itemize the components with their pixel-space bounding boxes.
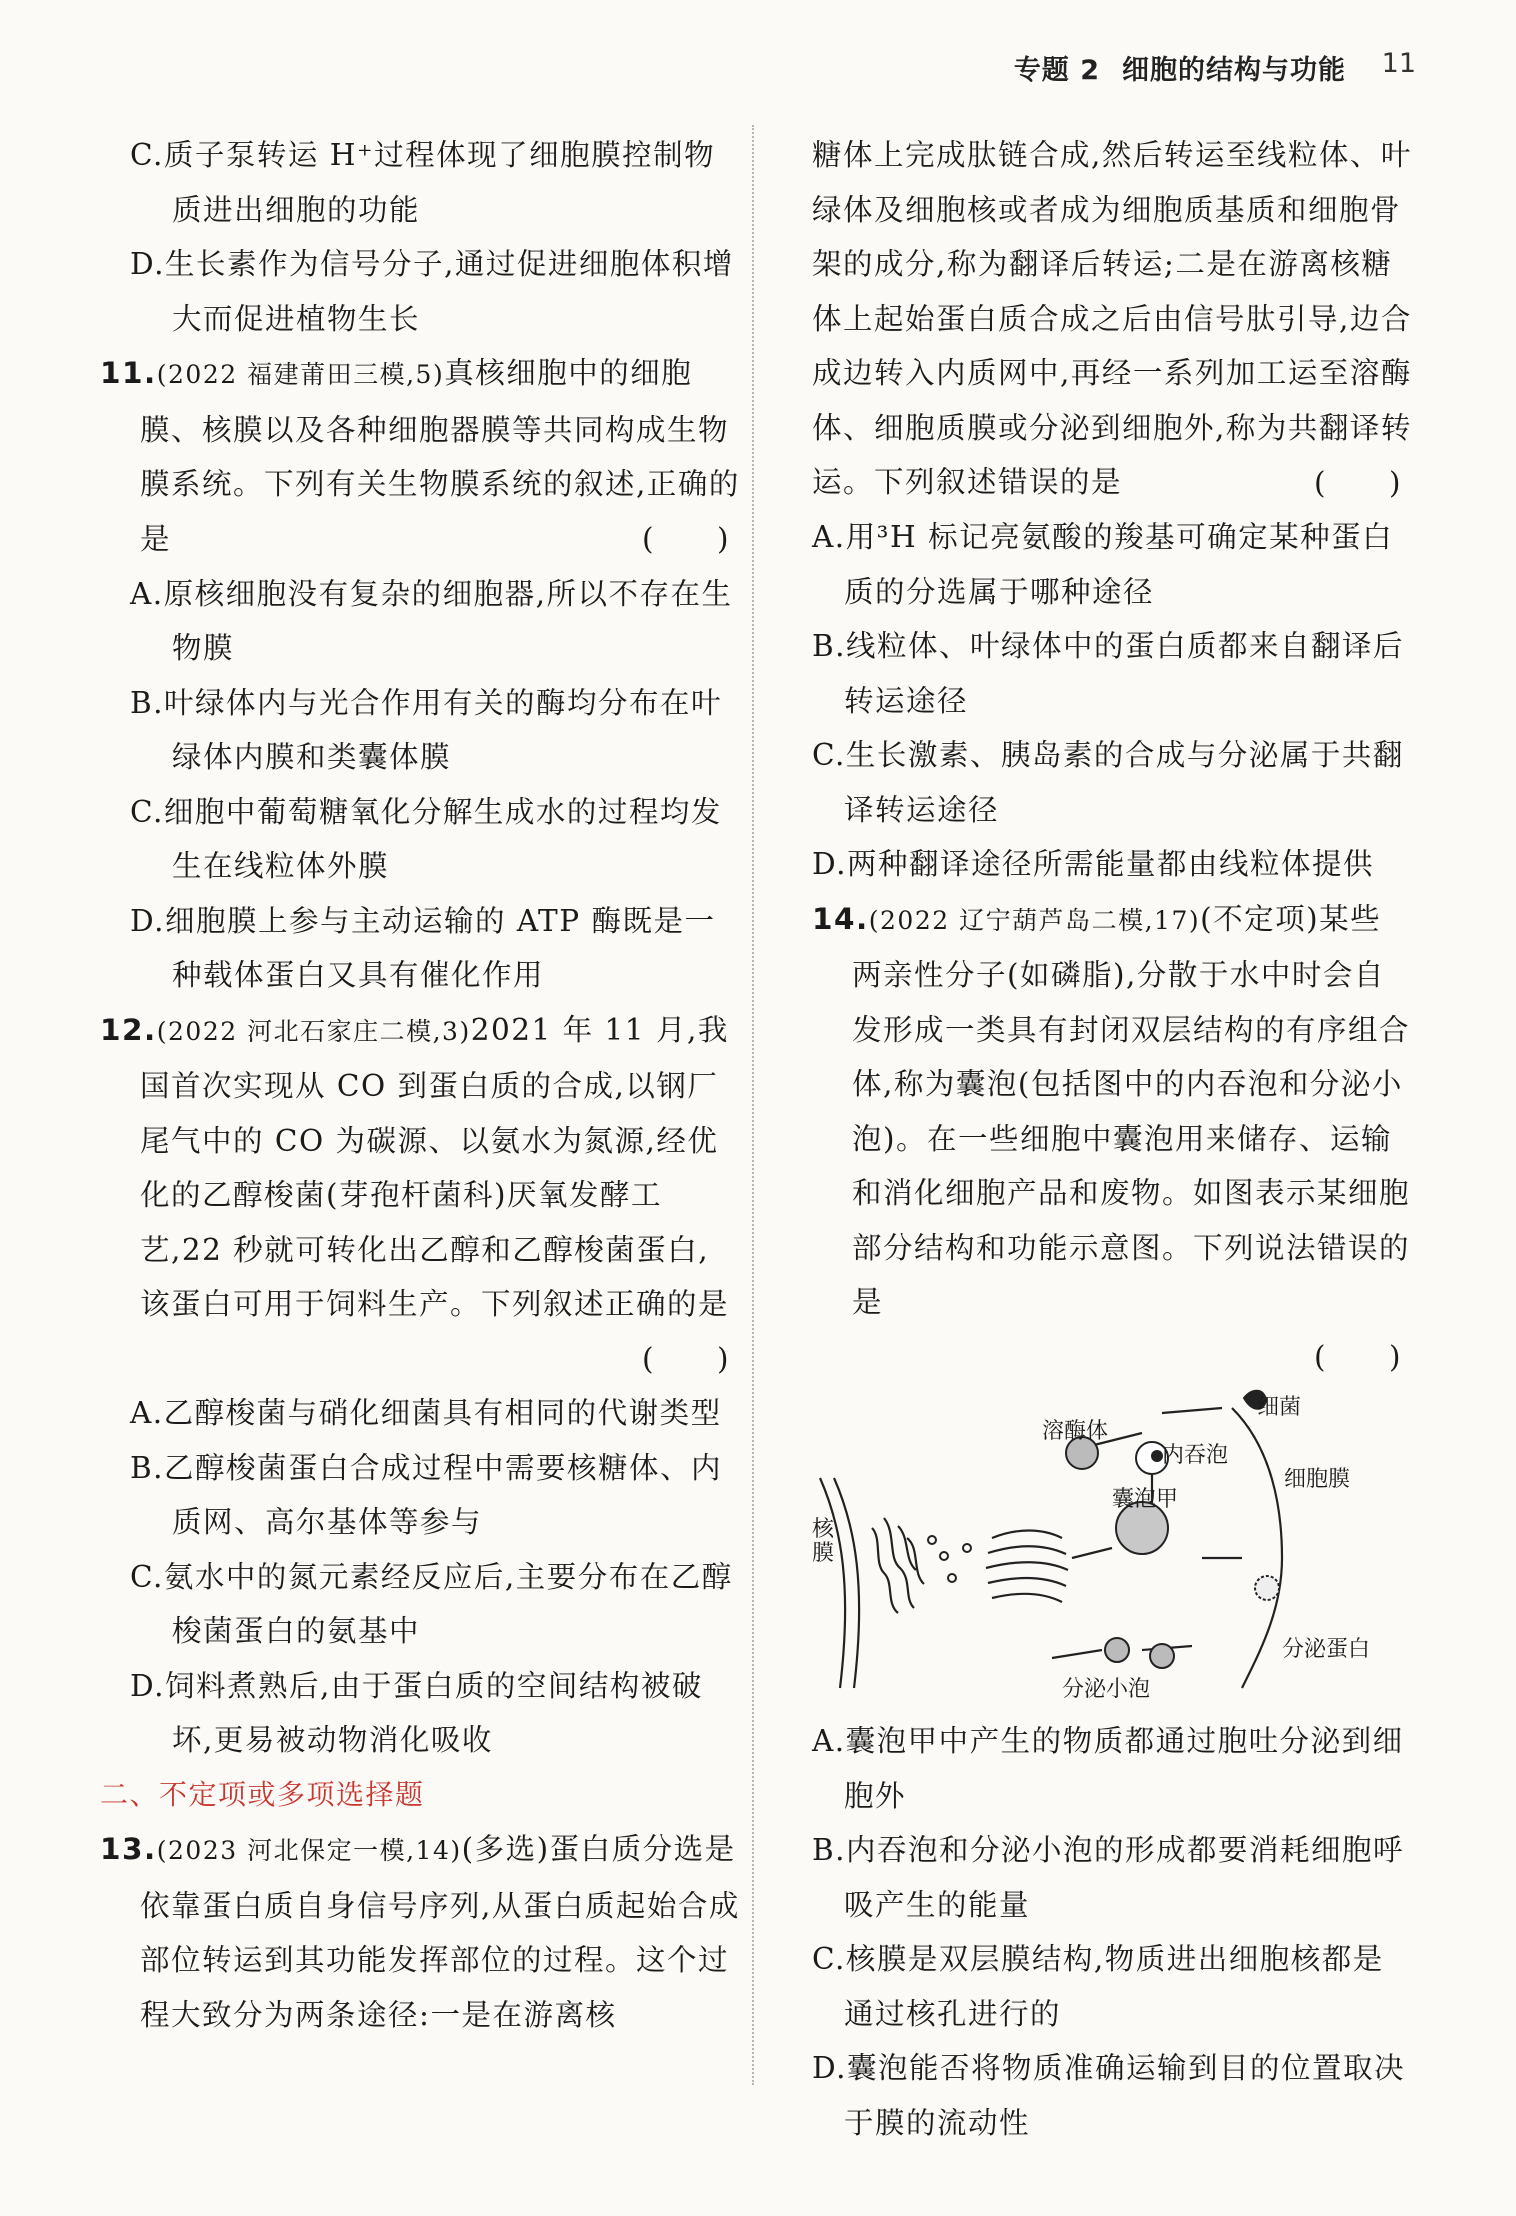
golgi-cisterna-4 [988,1578,1066,1586]
q11-text: 真核细胞中的细胞膜、核膜以及各种细胞器膜等共同构成生物膜系统。下列有关生物膜系统的叙述,正确的是 [140,356,740,556]
cell-structure-figure [812,1388,1412,1708]
label-nucleus [812,1518,834,1566]
er-fold-1 [872,1528,898,1613]
label-cell-membrane: 细胞膜 [1284,1467,1351,1492]
golgi-cisterna-3 [986,1562,1068,1570]
arrow-golgi-secretory [1052,1650,1102,1658]
cell-membrane [1232,1408,1282,1688]
transport-vesicle-icon [928,1536,936,1544]
arrow-bacteria-endocytic [1162,1408,1222,1413]
q13-option-d: D.两种翻译途径所需能量都由线粒体提供 [812,847,1374,881]
q12-source: (2022 河北石家庄二模,3) [156,1016,471,1046]
q13-continuation: 糖体上完成肽链合成,然后转运至线粒体、叶绿体及细胞核或者成为细胞质基质和细胞骨架的成分,称为翻译后转运;二是在游离核糖体上起始蛋白质合成之后由信号肽引导,边合成边转入内质网中,再经一系列加工运至溶酶体、细胞质膜或分泌到细胞外,称为共翻译转运。下列叙述错误的是 [812,138,1412,499]
label-nucleus-2: 膜 [812,1541,835,1566]
q14-option-d: D.囊泡能否将物质准确运输到目的位置取决于膜的流动性 [812,2051,1405,2140]
q12-text: 2021 年 11 月,我国首次实现从 CO 到蛋白质的合成,以钢厂尾气中的 CO 为碳源、以氨水为氮源,经优化的乙醇梭菌(芽孢杆菌科)厌氧发酵工艺,22 秒就可转化出乙醇和乙醇梭菌蛋白,该蛋白可用于饲料生产。下列叙述正确的是 [140,1012,730,1321]
q14-option-a: A.囊泡甲中产生的物质都通过胞吐分泌到细胞外 [812,1724,1404,1813]
header-topic: 专题 2 [1013,55,1100,86]
q10-option-c: C.质子泵转运 H⁺过程体现了细胞膜控制物质进出细胞的功能 [130,138,716,227]
q13-number: 13. [100,1832,157,1866]
q14-option-c: C.核膜是双层膜结构,物质进出细胞核都是通过核孔进行的 [812,1942,1384,2031]
q14-source: (2022 辽宁葫芦岛二模,17) [868,905,1201,935]
golgi-cisterna-1 [992,1531,1062,1539]
q14-option-b: B.内吞泡和分泌小泡的形成都要消耗细胞呼吸产生的能量 [812,1833,1405,1922]
q11-option-b: B.叶绿体内与光合作用有关的酶均分布在叶绿体内膜和类囊体膜 [130,685,723,774]
q12-option-d: D.饲料煮熟后,由于蛋白质的空间结构被破坏,更易被动物消化吸收 [130,1668,703,1757]
q12-option-b: B.乙醇梭菌蛋白合成过程中需要核糖体、内质网、高尔基体等参与 [130,1450,723,1539]
nuclear-membrane-inner [834,1478,859,1688]
q11-option-a: A.原核细胞没有复杂的细胞器,所以不存在生物膜 [130,576,733,665]
endocytosed-bacteria-icon [1152,1451,1162,1461]
q14-number: 14. [812,901,869,936]
left-column [100,128,740,2042]
right-column [812,128,1412,2150]
q13-option-c: C.生长激素、胰岛素的合成与分泌属于共翻译转运途径 [812,738,1404,827]
q11-option-d: D.细胞膜上参与主动运输的 ATP 酶既是一种载体蛋白又具有催化作用 [130,903,716,992]
q12-answer-paren: ( ) [641,1341,730,1376]
header-title: 细胞的结构与功能 [1122,55,1346,86]
exocytosis-vesicle-icon [1255,1576,1279,1600]
er-fold-2 [884,1518,914,1608]
q12-stem [100,1003,740,1332]
section-title: 二、不定项或多项选择题 [100,1777,425,1811]
nuclear-membrane-outer [820,1478,845,1688]
q11-source: (2022 福建莆田三模,5) [156,360,445,389]
q11-answer-paren: ( ) [641,522,730,556]
golgi-cisterna-5 [992,1594,1062,1602]
page-header [1014,48,1346,87]
label-endocytic-vesicle: 内吞泡 [1162,1443,1229,1468]
golgi-cisterna-2 [988,1546,1066,1554]
q14-stem [780,892,1412,1330]
q14-answer-paren: ( ) [1313,1339,1402,1374]
q13-option-a: A.用³H 标记亮氨酸的羧基可确定某种蛋白质的分选属于哪种途径 [812,520,1394,609]
transport-vesicle-icon-4 [963,1544,971,1552]
label-lysosome: 溶酶体 [1042,1419,1109,1444]
label-secretory-protein: 分泌蛋白 [1282,1637,1371,1662]
transport-vesicle-icon-2 [940,1552,948,1560]
transport-vesicle-icon-3 [948,1574,956,1582]
q12-number: 12. [100,1012,157,1047]
column-divider [752,125,754,2085]
arrow-golgi-lysosome [1072,1548,1112,1558]
q12-option-c: C.氨水中的氮元素经反应后,主要分布在乙醇梭菌蛋白的氨基中 [130,1559,733,1648]
q10-option-d: D.生长素作为信号分子,通过促进细胞体积增大而促进植物生长 [130,247,734,336]
q13-text: (多选)蛋白质分选是依靠蛋白质自身信号序列,从蛋白质起始合成部位转运到其功能发挥部位的过程。这个过程大致分为两条途径:一是在游离核 [140,1832,740,2032]
label-bacteria: 细菌 [1257,1395,1302,1420]
q13-option-b: B.线粒体、叶绿体中的蛋白质都来自翻译后转运途径 [812,629,1405,718]
label-nucleus-1: 核 [812,1517,835,1542]
page-number: 11 [1381,48,1416,79]
q11-number: 11. [100,356,157,390]
q13-answer-paren: ( ) [1313,465,1402,500]
q12-option-a: A.乙醇梭菌与硝化细菌具有相同的代谢类型 [130,1396,722,1430]
label-vesicle-a: 囊泡甲 [1112,1487,1179,1512]
q11-option-c: C.细胞中葡萄糖氧化分解生成水的过程均发生在线粒体外膜 [130,794,722,883]
q13-stem [100,1822,740,2042]
secretory-vesicle-icon [1105,1638,1129,1662]
q14-text: (不定项)某些两亲性分子(如磷脂),分散于水中时会自发形成一类具有封闭双层结构的有序组合体,称为囊泡(包括图中的内吞泡和分泌小泡)。在一些细胞中囊泡用来储存、运输和消化细胞产品和废物。如图表示某细胞部分结构和功能示意图。下列说法错误的是 [852,901,1411,1319]
q13-source: (2023 河北保定一模,14) [156,1836,462,1865]
label-secretory-vesicle: 分泌小泡 [1062,1677,1151,1702]
secretory-vesicle-icon-2 [1150,1644,1174,1668]
